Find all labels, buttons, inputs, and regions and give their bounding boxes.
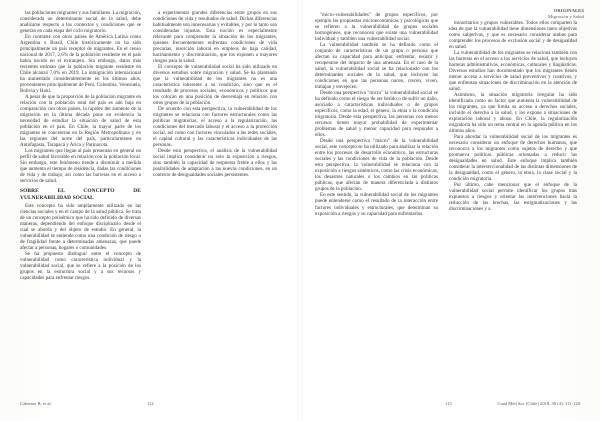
paragraph: Desde una perspectiva "macro" de la vulnerabilidad social, este concepto se ha utilizado para analizar la relación entre los procesos de desarrollo económico, las estructuras sociales y las condiciones de vida de la población. Desde esta perspectiva, la vulnerabilidad se relaciona con la exposición a riesgos sistémicos, como las crisis económicas, los desastres naturales o los cambios en las políticas públicas, que afectan de manera diferenciada a distintos grupos de la población. — [315, 138, 438, 193]
right-column-2 — [449, 20, 577, 394]
page-number: 112 — [147, 401, 154, 406]
paragraph: En contraste con otros países de América Latina como Argentina o Brasil, Chile históricamente no ha sido principalmente un país receptor de migrantes. En el censo nacional de 2017, 2,6% de la población residente en el país había nacido en el extranjero. Sin embargo, datos más recientes estiman que la población migrante residente en Chile alcanzó 7,0% en 2019. La inmigración internacional ha aumentado considerablemente en los últimos años, provenientes principalmente de Perú, Colombia, Venezuela, Bolivia y Haití. — [20, 34, 141, 95]
left-column-1 — [20, 10, 141, 394]
paragraph: En este sentido, la vulnerabilidad social de los migrantes puede entenderse como el resultado de la interacción entre factores individuales y estructurales, que determinan su exposición a riesgos y su capacidad para enfrentarlos. — [315, 192, 438, 217]
page-number: 113 — [445, 401, 452, 406]
paragraph: Para abordar la vulnerabilidad social de los migrantes es necesario considerar un enfoque de derechos humanos, que reconozca a los migrantes como sujetos de derecho y que promueva políticas públicas orientadas a reducir las desigualdades en salud. Este enfoque implica también considerar la interseccionalidad de las distintas dimensiones de la desigualdad, como el género, la etnia, la clase social y la condición migratoria. — [449, 134, 577, 183]
header-journal: Migración y Salud — [548, 13, 584, 19]
paragraph: Desde esta perspectiva, el análisis de la vulnerabilidad social implica considerar no solo la exposición a riesgos, sino también la capacidad de respuesta frente a ellos y las posibilidades de adaptación a las nuevas condiciones, en un contexto de desigualdades sociales persistentes. — [153, 148, 277, 179]
paragraph: Los migrantes que llegan al país presentan en general un perfil de salud favorable en relación con la población local. Sin embargo, este fenómeno tiende a disminuir a medida que aumenta el tiempo de residencia, dadas las condiciones de vida y de trabajo, así como las barreras en el acceso a servicios de salud. — [20, 148, 141, 185]
right-column-1 — [315, 12, 438, 394]
paragraph: Este concepto ha sido ampliamente utilizado en las ciencias sociales y en el campo de la salud pública. Se trata de un concepto polisémico que ha sido definido de diversas maneras, dependiendo del enfoque disciplinario desde el cual se aborda y del objeto de estudio. En general, la vulnerabilidad se entiende como una condición de riesgo o de fragilidad frente a determinadas amenazas, que puede afectar a personas, hogares o comunidades. — [20, 202, 141, 251]
paragraph: El concepto de vulnerabilidad social ha sido utilizado en diversos estudios sobre migración y salud. Se ha planteado que la vulnerabilidad de los migrantes no es una característica inherente a su condición, sino que es el resultado de procesos sociales, económicos y políticos que los colocan en una posición de desventaja en relación con otros grupos de la población. — [153, 64, 277, 107]
paragraph: minoritarios y grupos vulnerables. Todos ellos comparten la idea de que la vulnerabilidad tiene dimensiones tanto objetivas como subjetivas, y que es necesario considerar ambas para comprender los procesos de exclusión social y de desigualdad en salud. — [449, 20, 577, 51]
paragraph: Por último, cabe mencionar que el enfoque de la vulnerabilidad social permite identificar los grupos más expuestos a riesgos y orientar las intervenciones hacia la reducción de las brechas, las estigmatizaciones y las discriminaciones y a — [449, 182, 577, 213]
paragraph: Asimismo, la situación migratoria irregular ha sido identificada como un factor que aumenta la vulnerabilidad de los migrantes, ya que limita su acceso a derechos sociales, incluido el derecho a la salud, y los expone a situaciones de explotación laboral y abuso. En Chile, la regularización migratoria ha sido un tema central en la agenda pública en los últimos años. — [449, 92, 577, 135]
header-section: ORIGINALES — [553, 8, 584, 13]
section-heading: SOBRE EL CONCEPTO DE VULNERABILIDAD SOCIAL — [20, 188, 141, 201]
left-column-2 — [153, 10, 277, 394]
paragraph: "micro-vulnerabilidades" de grupos específicos, por ejemplo las propuestas microeconómicas y psicológicas que se refieren a la vulnerabilidad de grupos sociales homogéneos, que reconocen que existe una vulnerabilidad individual y también una vulnerabilidad social. — [315, 12, 438, 43]
paragraph: a experimentar grandes diferencias entre grupos en sus condiciones de vida y resultados de salud. Dichas diferencias habitualmente son innecesarias y evitables, y por lo tanto son consideradas injustas. Esta noción es especialmente relevante para comprender la situación de los migrantes, quienes frecuentemente enfrentan condiciones de vida precarias, inserción laboral en empleos de baja calidad, hacinamiento y discriminación, que los exponen a mayores riesgos para la salud. — [153, 10, 277, 65]
running-header — [424, 8, 584, 19]
footer-author: Cabieses B, et al. — [20, 401, 52, 406]
paragraph: las poblaciones migrantes y sus familiares. La migración, considerada un determinante social de la salud, debe analizarse respecto a los contextos y condiciones que se generan en cada etapa del ciclo migratorio. — [20, 10, 141, 35]
paragraph: Desde una perspectiva "micro" la vulnerabilidad social se ha definido como el riesgo de ser herido o de sufrir un daño, asociado a características individuales o de grupos específicos, como la edad, el género, la etnia o la condición migratoria. Desde esta perspectiva, las personas con menos recursos tienen mayor probabilidad de experimentar problemas de salud y menor capacidad para responder a ellos. — [315, 90, 438, 139]
paragraph: Se ha propuesto distinguir entre el concepto de vulnerabilidad como característica individual y la vulnerabilidad social, que se refiere a la posición de los grupos en la estructura social y a sus recursos y capacidades para enfrentar riesgos. — [20, 250, 141, 282]
right-page — [300, 0, 600, 421]
paragraph: A pesar de que la proporción de la población migrante en relación con la población total del país es aún baja en comparación con otros países, la rapidez del aumento de la migración en la última década pone en evidencia la necesidad de estudiar la situación de salud de esta población en el país. En Chile, la mayor parte de los migrantes se concentran en la Región Metropolitana y en las regiones del norte del país, particularmente en Antofagasta, Tarapacá y Arica y Parinacota. — [20, 94, 141, 149]
footer-journal-citation: Cuad Méd Soc (Chile) 2018, 58 (4): 111-120 — [497, 401, 580, 406]
paragraph: La vulnerabilidad también se ha definido como el conjunto de características de un grupo o persona que afectan su capacidad para anticipar, enfrentar, resistir y recuperarse del impacto de una amenaza. En el caso de la salud, la vulnerabilidad social se ha relacionado con los determinantes sociales de la salud, que incluyen las condiciones en que las personas nacen, crecen, viven, trabajan y envejecen. — [315, 42, 438, 91]
paragraph: De acuerdo con esta perspectiva, la vulnerabilidad de los migrantes se relaciona con factores estructurales como las políticas migratorias, el acceso a la regularización, las condiciones del mercado laboral y el acceso a la protección social, así como con factores vinculados a las redes sociales, el capital cultural y las características individuales de las personas. — [153, 106, 277, 149]
paragraph: La vulnerabilidad de los migrantes se relaciona también con las barreras en el acceso a los servicios de salud, que incluyen barreras administrativas, económicas, culturales y lingüísticas. Diversos estudios han documentado que los migrantes tienen menor acceso a servicios de salud preventivos y curativos, y que enfrentan situaciones de discriminación en la atención de salud. — [449, 50, 577, 93]
